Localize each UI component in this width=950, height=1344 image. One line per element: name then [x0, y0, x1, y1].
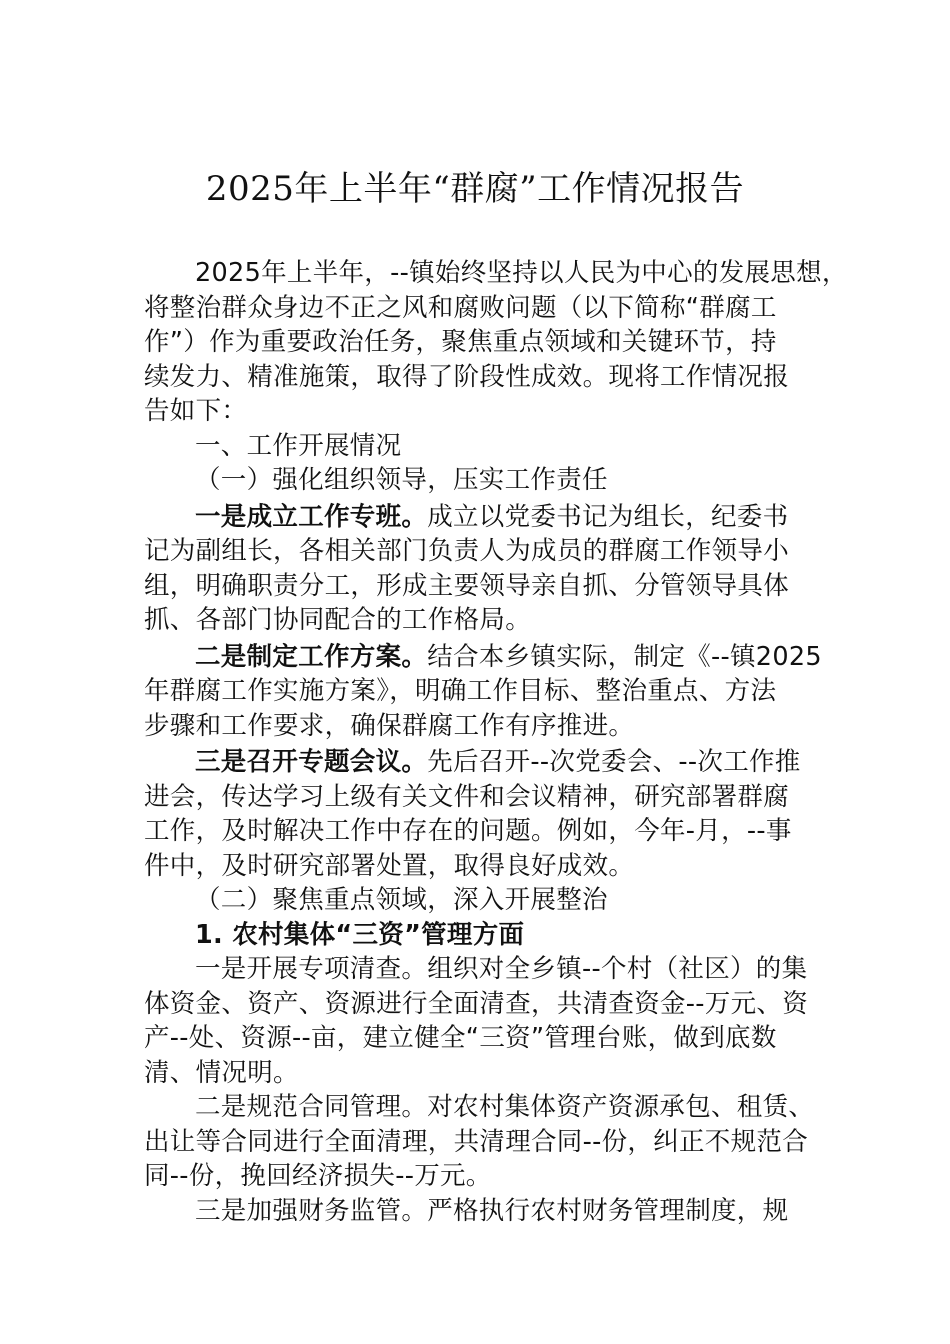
- paragraph-line: 件中，及时研究部署处置，取得良好成效。: [144, 850, 635, 881]
- paragraph-line: 清、情况明。: [144, 1057, 299, 1088]
- paragraph-line: 年群腐工作实施方案》，明确工作目标、整治重点、方法: [144, 676, 777, 706]
- paragraph-line: 体资金、资产、资源进行全面清查，共清查资金--万元、资: [144, 988, 809, 1019]
- paragraph-line: 进会，传达学习上级有关文件和会议精神，研究部署群腐: [144, 781, 790, 812]
- paragraph-line: [144, 745, 808, 780]
- bold-lead: 一是成立工作专班。: [195, 501, 428, 532]
- bold-lead: 三是召开专题会议。: [195, 747, 428, 777]
- paragraph-line: 同--份，挽回经济损失--万元。: [144, 1161, 492, 1191]
- paragraph-line: 组，明确职责分工，形成主要领导亲自抓、分管领导具体: [144, 570, 790, 601]
- paragraph-line: 步骤和工作要求，确保群腐工作有序推进。: [144, 710, 635, 741]
- paragraph-line: 产--处、资源--亩，建立健全“三资”管理台账，做到底数: [144, 1023, 777, 1053]
- item-heading: 1. 农村集体“三资”管理方面: [195, 919, 525, 950]
- paragraph-text: 先后召开--次党委会、--次工作推: [427, 747, 801, 777]
- paragraph-line: 抓、各部门协同配合的工作格局。: [144, 605, 532, 635]
- subsection-heading: （一）强化组织领导，压实工作责任: [195, 465, 608, 495]
- paragraph-line: 记为副组长，各相关部门负责人为成员的群腐工作领导小: [144, 536, 790, 566]
- document-body: [144, 256, 848, 1228]
- paragraph-line: 2025年上半年，--镇始终坚持以人民为中心的发展思想，: [195, 258, 848, 288]
- subsection-heading: （二）聚焦重点领域，深入开展整治: [195, 885, 608, 915]
- section-heading: 一、工作开展情况: [195, 430, 402, 461]
- paragraph-line: 二是规范合同管理。对农村集体资产资源承包、租赁、: [195, 1092, 815, 1122]
- bold-lead: 二是制定工作方案。: [195, 641, 428, 672]
- document-title: 2025年上半年“群腐”工作情况报告: [205, 169, 745, 209]
- paragraph-text: 成立以党委书记为组长，纪委书: [427, 501, 789, 532]
- paragraph-line: 将整治群众身边不正之风和腐败问题（以下简称“群腐工: [144, 292, 777, 323]
- paragraph-line: 续发力、精准施策，取得了阶段性成效。现将工作情况报: [144, 361, 790, 392]
- paragraph-line: 告如下：: [144, 396, 248, 426]
- paragraph-line: 三是加强财务监管。严格执行农村财务管理制度，规: [195, 1195, 789, 1226]
- paragraph-line: 出让等合同进行全面清理，共清理合同--份，纠正不规范合: [144, 1126, 809, 1157]
- paragraph-line: 工作，及时解决工作中存在的问题。例如，今年-月，--事: [144, 816, 792, 846]
- paragraph-line: [144, 640, 822, 675]
- paragraph-line: 作”）作为重要政治任务，聚焦重点领域和关键环节，持: [144, 327, 777, 357]
- paragraph-text: 结合本乡镇实际，制定《--镇2025: [427, 641, 822, 672]
- paragraph-line: 一是开展专项清查。组织对全乡镇--个村（社区）的集: [195, 954, 808, 984]
- paragraph-line: [144, 500, 808, 535]
